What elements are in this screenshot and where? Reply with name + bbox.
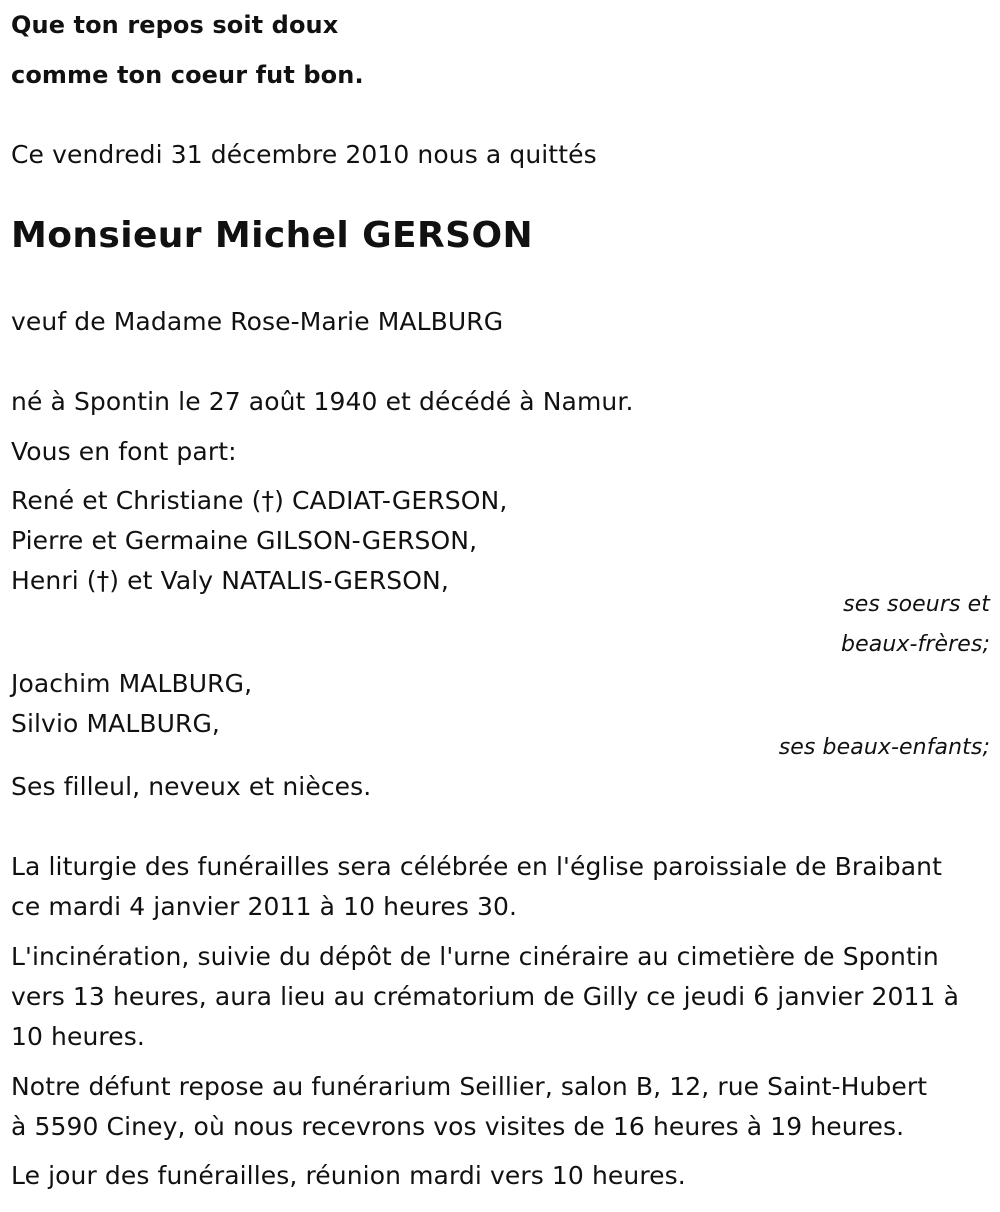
- stepchildren-relation: ses beaux-enfants;: [778, 735, 990, 760]
- announcement: Ce vendredi 31 décembre 2010 nous a quittés: [11, 140, 597, 169]
- others-line: Ses filleul, neveux et nièces.: [11, 772, 372, 801]
- deceased-name: Monsieur Michel GERSON: [11, 215, 534, 256]
- rest-line-1: Notre défunt repose au funérarium Seillier, salon B, 12, rue Saint-Hubert: [11, 1072, 928, 1101]
- liturgy-line-1: La liturgie des funérailles sera célébrée en l'église paroissiale de Braibant: [11, 852, 942, 881]
- stepchild-line-2: Silvio MALBURG,: [11, 709, 220, 738]
- widow-of: veuf de Madame Rose-Marie MALBURG: [11, 307, 504, 336]
- quote-line-2: comme ton coeur fut bon.: [11, 61, 364, 89]
- birth-death: né à Spontin le 27 août 1940 et décédé à Namur.: [11, 387, 634, 416]
- siblings-relation-2: beaux-frères;: [841, 632, 990, 657]
- sibling-line-1: René et Christiane (†) CADIAT-GERSON,: [11, 486, 508, 515]
- siblings-relation-1: ses soeurs et: [843, 592, 990, 617]
- liturgy-line-2: ce mardi 4 janvier 2011 à 10 heures 30.: [11, 892, 518, 921]
- stepchild-line-1: Joachim MALBURG,: [11, 669, 253, 698]
- rest-line-2: à 5590 Ciney, où nous recevrons vos visites de 16 heures à 19 heures.: [11, 1112, 905, 1141]
- meeting-line: Le jour des funérailles, réunion mardi vers 10 heures.: [11, 1161, 686, 1190]
- cremation-line-3: 10 heures.: [11, 1022, 145, 1051]
- sibling-line-3: Henri (†) et Valy NATALIS-GERSON,: [11, 566, 449, 595]
- quote-line-1: Que ton repos soit doux: [11, 11, 339, 39]
- cremation-line-1: L'incinération, suivie du dépôt de l'urne cinéraire au cimetière de Spontin: [11, 942, 939, 971]
- sibling-line-2: Pierre et Germaine GILSON-GERSON,: [11, 526, 478, 555]
- cremation-line-2: vers 13 heures, aura lieu au crématorium de Gilly ce jeudi 6 janvier 2011 à: [11, 982, 960, 1011]
- notice-intro: Vous en font part:: [11, 437, 237, 466]
